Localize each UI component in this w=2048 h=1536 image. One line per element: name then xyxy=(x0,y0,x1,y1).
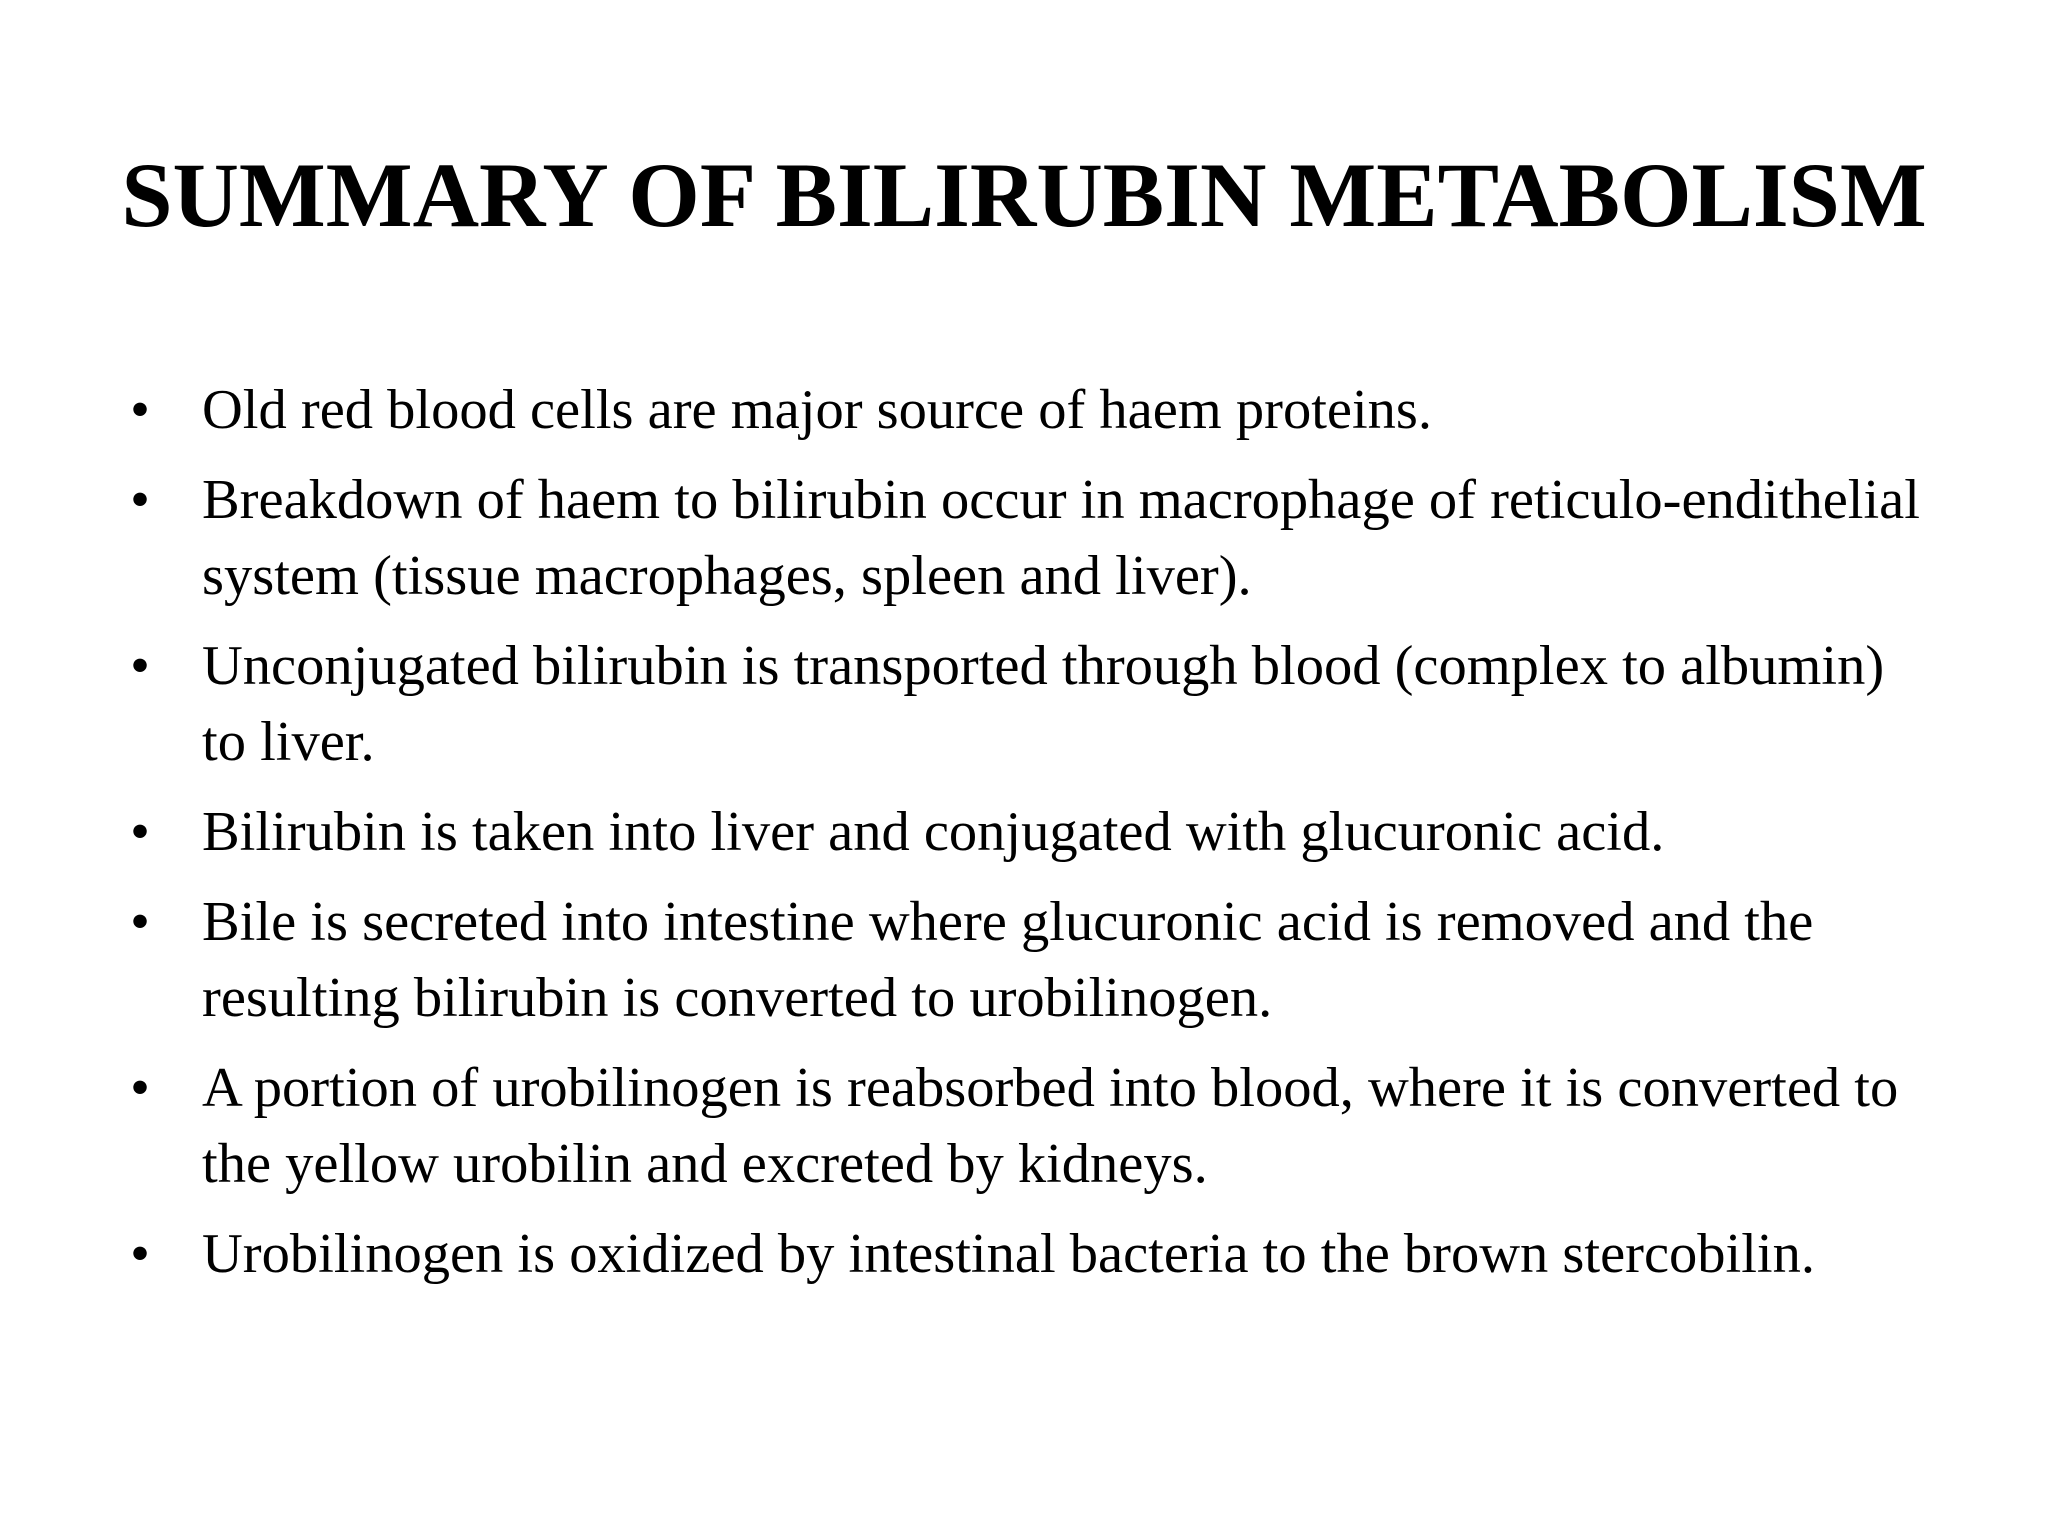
bullet-text: A portion of urobilinogen is reabsorbed into blood, where it is converted to the yellow urobilin and excreted by kidneys. xyxy=(202,1057,1899,1195)
slide-title: SUMMARY OF BILIRUBIN METABOLISM xyxy=(121,144,1927,246)
bullet-text: Urobilinogen is oxidized by intestinal bacteria to the brown stercobilin. xyxy=(202,1223,1816,1285)
bullet-item xyxy=(120,462,1920,614)
bullet-icon: • xyxy=(130,635,150,697)
bullet-list xyxy=(120,372,1920,1306)
bullet-item xyxy=(120,628,1920,780)
bullet-icon: • xyxy=(130,1057,150,1119)
bullet-icon: • xyxy=(130,1223,150,1285)
bullet-text: Bile is secreted into intestine where glucuronic acid is removed and the resulting bilirubin is converted to urobilinogen. xyxy=(202,891,1814,1029)
bullet-icon: • xyxy=(130,801,150,863)
bullet-item xyxy=(120,1050,1920,1202)
bullet-icon: • xyxy=(130,379,150,441)
bullet-text: Breakdown of haem to bilirubin occur in macrophage of reticulo-endithelial system (tissue macrophages, spleen and liver). xyxy=(202,469,1920,607)
bullet-item xyxy=(120,884,1920,1036)
bullet-text: Bilirubin is taken into liver and conjugated with glucuronic acid. xyxy=(202,801,1665,863)
bullet-item xyxy=(120,372,1920,448)
bullet-text: Old red blood cells are major source of haem proteins. xyxy=(202,379,1433,441)
bullet-item xyxy=(120,794,1920,870)
bullet-icon: • xyxy=(130,469,150,531)
bullet-icon: • xyxy=(130,891,150,953)
bullet-item xyxy=(120,1216,1920,1292)
bullet-text: Unconjugated bilirubin is transported through blood (complex to albumin) to liver. xyxy=(202,635,1885,773)
